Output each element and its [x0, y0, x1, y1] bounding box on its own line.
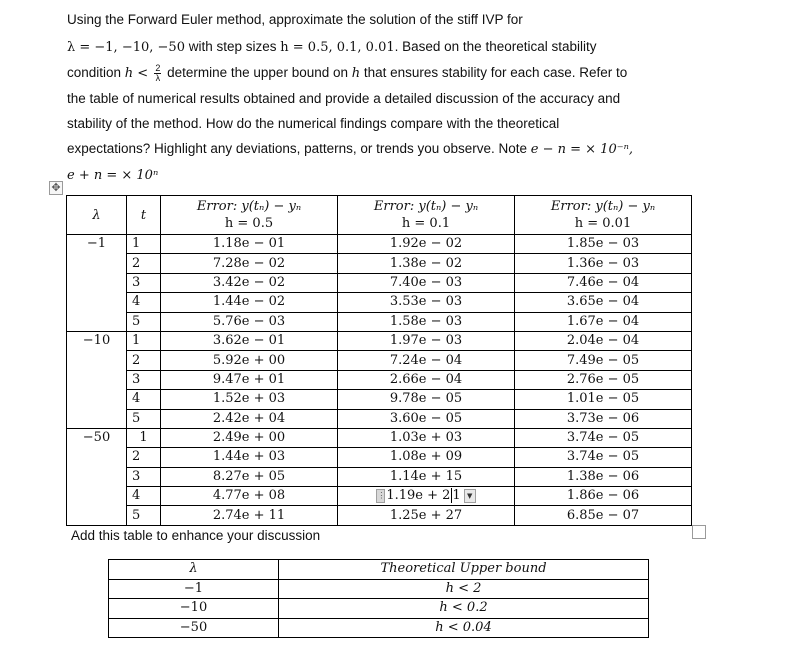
error-cell[interactable]: 3.60e − 05	[338, 409, 515, 428]
error-cell[interactable]: 1.92e − 02	[338, 235, 515, 254]
bounds-header-row	[109, 560, 649, 580]
results-header-row	[67, 196, 692, 235]
prompt-line-7: e + n = × 10ⁿ	[67, 168, 159, 183]
lambda-cell[interactable]	[67, 448, 127, 467]
error-cell[interactable]: 1.14e + 15	[338, 467, 515, 486]
lambda-cell[interactable]	[67, 312, 127, 331]
lambda-cell[interactable]	[67, 506, 127, 525]
error-cell[interactable]: 8.27e + 05	[161, 467, 338, 486]
error-cell[interactable]: 3.74e − 05	[515, 428, 692, 447]
t-cell[interactable]: 4	[127, 390, 161, 409]
header-t[interactable]: t	[127, 196, 161, 235]
lambda-cell[interactable]	[67, 467, 127, 486]
error-cell[interactable]: 9.47e + 01	[161, 370, 338, 389]
t-cell[interactable]: 2	[127, 351, 161, 370]
table-row	[67, 409, 692, 428]
lambda-cell[interactable]	[67, 254, 127, 273]
error-cell[interactable]: 2.04e − 04	[515, 331, 692, 350]
error-cell[interactable]: 1.97e − 03	[338, 331, 515, 350]
error-cell[interactable]: 1.58e − 03	[338, 312, 515, 331]
bounds-lambda-cell[interactable]: −1	[109, 579, 279, 599]
error-cell[interactable]: 1.86e − 06	[515, 487, 692, 506]
header-error-h05[interactable]: Error: y(tₙ) − yₙ h = 0.5	[161, 196, 338, 235]
bounds-header-lambda[interactable]: λ	[109, 560, 279, 580]
error-cell[interactable]: 2.49e + 00	[161, 428, 338, 447]
t-cell[interactable]: 5	[127, 506, 161, 525]
t-cell[interactable]: 3	[127, 467, 161, 486]
prompt-line-1: Using the Forward Euler method, approximate the solution of the stiff IVP for	[67, 12, 523, 27]
error-cell[interactable]: 1.18e − 01	[161, 235, 338, 254]
error-cell[interactable]: 3.42e − 02	[161, 273, 338, 292]
error-cell[interactable]: 1.03e + 03	[338, 428, 515, 447]
bounds-lambda-cell[interactable]: −50	[109, 618, 279, 638]
table-row	[67, 428, 692, 447]
error-cell[interactable]: 1.67e − 04	[515, 312, 692, 331]
prompt-line-5: stability of the method. How do the numerical findings compare with the theoretical	[67, 116, 560, 131]
error-cell[interactable]: 2.42e + 04	[161, 409, 338, 428]
error-cell[interactable]: 1.85e − 03	[515, 235, 692, 254]
lambda-cell[interactable]	[67, 390, 127, 409]
lambda-cell[interactable]	[67, 409, 127, 428]
error-cell[interactable]: 2.74e + 11	[161, 506, 338, 525]
equation-editor[interactable]: ⋮1.19e + 2 1 ▼	[376, 487, 475, 505]
error-cell[interactable]: 1.52e + 03	[161, 390, 338, 409]
bounds-row	[109, 599, 649, 619]
error-cell[interactable]: 1.44e + 03	[161, 448, 338, 467]
error-cell[interactable]: 7.49e − 05	[515, 351, 692, 370]
bounds-row	[109, 579, 649, 599]
error-cell[interactable]: 4.77e + 08	[161, 487, 338, 506]
drag-grip-icon[interactable]: ⋮	[376, 489, 385, 503]
t-cell[interactable]: 2	[127, 254, 161, 273]
error-cell[interactable]: 6.85e − 07	[515, 506, 692, 525]
error-cell[interactable]: 1.25e + 27	[338, 506, 515, 525]
error-cell[interactable]: 1.38e − 06	[515, 467, 692, 486]
t-cell[interactable]: 5	[127, 312, 161, 331]
lambda-cell[interactable]	[67, 370, 127, 389]
prompt-line-6: expectations? Highlight any deviations, patterns, or trends you observe. Note e − n = × 10⁻ⁿ,	[67, 141, 633, 157]
prompt-line-3: condition h < $\frac{2}{\lambda}$ determine the upper bound on h that ensures stability for each case. Refer to	[67, 62, 628, 83]
error-cell[interactable]: 3.65e − 04	[515, 293, 692, 312]
t-cell[interactable]: 4	[127, 487, 161, 506]
table-row	[67, 448, 692, 467]
table-row	[67, 312, 692, 331]
header-error-h001[interactable]: Error: y(tₙ) − yₙ h = 0.01	[515, 196, 692, 235]
bounds-value-cell[interactable]: h < 0.2	[279, 599, 649, 619]
prompt-line-4: the table of numerical results obtained and provide a detailed discussion of the accuracy and	[67, 91, 621, 106]
t-cell[interactable]: 2	[127, 448, 161, 467]
error-cell[interactable]: 3.74e − 05	[515, 448, 692, 467]
error-cell[interactable]: 9.78e − 05	[338, 390, 515, 409]
lambda-cell[interactable]	[67, 487, 127, 506]
t-cell[interactable]: 1	[127, 428, 161, 447]
results-table	[66, 195, 692, 526]
error-cell[interactable]: 2.66e − 04	[338, 370, 515, 389]
equation-edit-cell[interactable]	[338, 487, 515, 506]
t-cell[interactable]: 1	[127, 331, 161, 350]
bounds-row	[109, 618, 649, 638]
lambda-cell[interactable]	[67, 351, 127, 370]
error-cell[interactable]: 3.73e − 06	[515, 409, 692, 428]
table-row	[67, 273, 692, 292]
bounds-header-bound[interactable]: Theoretical Upper bound	[279, 560, 649, 580]
lambda-cell[interactable]	[67, 293, 127, 312]
bounds-table	[108, 559, 649, 638]
error-cell[interactable]: 2.76e − 05	[515, 370, 692, 389]
t-cell[interactable]: 3	[127, 273, 161, 292]
prompt-line-2: λ = −1, −10, −50 with step sizes h = 0.5, 0.1, 0.01. Based on the theoretical stability	[67, 39, 597, 55]
table-move-handle-icon[interactable]: ✥	[49, 181, 63, 195]
table-row	[67, 351, 692, 370]
stability-fraction: $\frac{2}{\lambda}$	[155, 62, 161, 83]
table-row	[67, 254, 692, 273]
lambda-cell[interactable]: −50	[67, 428, 127, 447]
error-cell[interactable]: 1.36e − 03	[515, 254, 692, 273]
error-cell[interactable]: 3.62e − 01	[161, 331, 338, 350]
header-error-h01[interactable]: Error: y(tₙ) − yₙ h = 0.1	[338, 196, 515, 235]
error-cell[interactable]: 5.92e + 00	[161, 351, 338, 370]
error-cell[interactable]: 1.08e + 09	[338, 448, 515, 467]
t-cell[interactable]: 3	[127, 370, 161, 389]
t-cell[interactable]: 4	[127, 293, 161, 312]
lambda-cell[interactable]: −10	[67, 331, 127, 350]
error-cell[interactable]: 3.53e − 03	[338, 293, 515, 312]
table-row	[67, 487, 692, 506]
lambda-cell[interactable]: −1	[67, 235, 127, 254]
table-resize-handle-icon[interactable]	[692, 525, 706, 539]
error-cell[interactable]: 1.38e − 02	[338, 254, 515, 273]
error-cell[interactable]: 7.40e − 03	[338, 273, 515, 292]
lambda-cell[interactable]	[67, 273, 127, 292]
table-row	[67, 506, 692, 525]
error-cell[interactable]: 7.46e − 04	[515, 273, 692, 292]
error-cell[interactable]: 1.01e − 05	[515, 390, 692, 409]
table-row	[67, 235, 692, 254]
bounds-value-cell[interactable]: h < 2	[279, 579, 649, 599]
table-row	[67, 331, 692, 350]
table-row	[67, 390, 692, 409]
error-cell[interactable]: 1.44e − 02	[161, 293, 338, 312]
table-caption: Add this table to enhance your discussion	[71, 528, 321, 543]
table-row	[67, 293, 692, 312]
error-cell[interactable]: 7.28e − 02	[161, 254, 338, 273]
table-row	[67, 467, 692, 486]
error-cell[interactable]: 7.24e − 04	[338, 351, 515, 370]
bounds-value-cell[interactable]: h < 0.04	[279, 618, 649, 638]
prompt-paragraph	[67, 7, 707, 188]
dropdown-arrow-icon[interactable]: ▼	[464, 489, 476, 503]
error-cell[interactable]: 5.76e − 03	[161, 312, 338, 331]
t-cell[interactable]: 1	[127, 235, 161, 254]
header-lambda[interactable]: λ	[67, 196, 127, 235]
table-row	[67, 370, 692, 389]
t-cell[interactable]: 5	[127, 409, 161, 428]
bounds-lambda-cell[interactable]: −10	[109, 599, 279, 619]
